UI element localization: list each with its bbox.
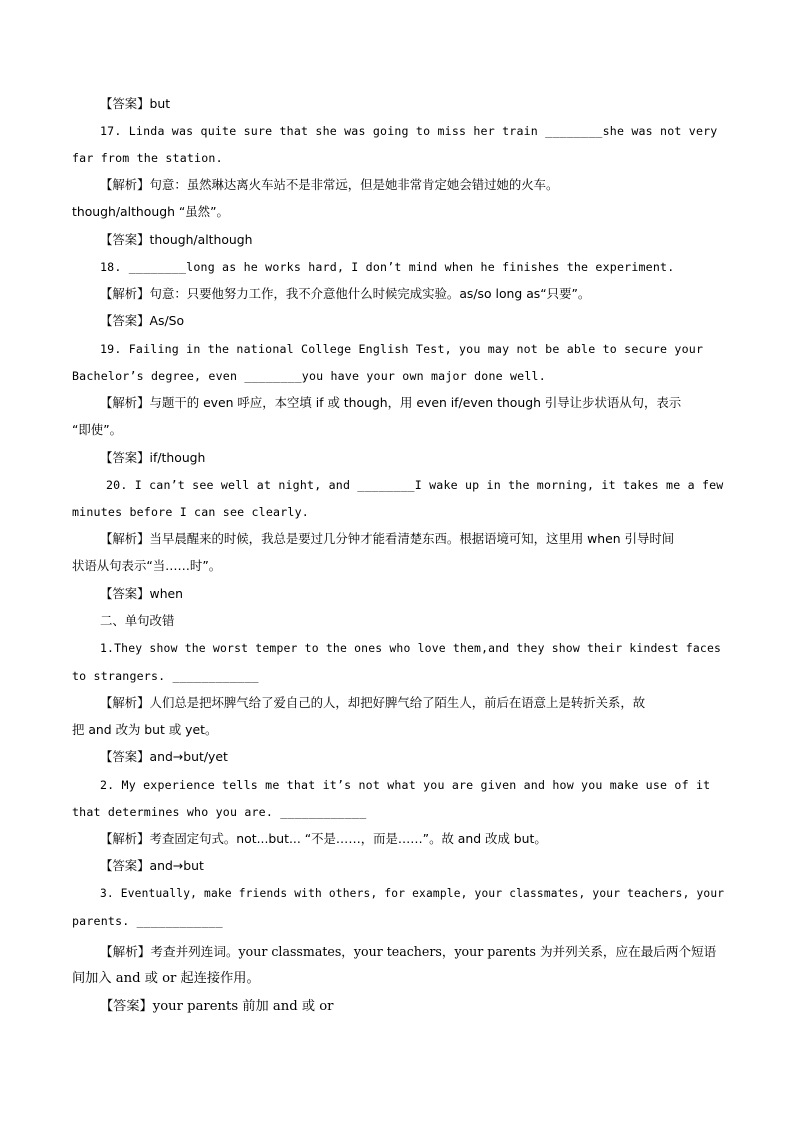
section-heading-sentence-correction: 二、单句改错 [100, 613, 175, 628]
question-18: 18. ________long as he works hard, I don’t mind when he finishes the experiment. [100, 260, 675, 274]
explanation-18: 【解析】句意：只要他努力工作，我不介意他什么时候完成实验。as/so long as“只要”。 [100, 286, 591, 301]
correction-1-line1: 1.They show the worst temper to the ones who love them,and they show their kindest faces [100, 641, 722, 655]
explanation-17-line1: 【解析】句意：虽然琳达离火车站不是非常远，但是她非常肯定她会错过她的火车。 [100, 177, 559, 192]
correction-answer-3: 【答案】your parents 前加 and 或 or [100, 999, 334, 1014]
correction-3-line2: parents. ____________ [72, 914, 223, 928]
correction-answer-2: 【答案】and→but [100, 858, 204, 873]
correction-3-line1: 3. Eventually, make friends with others, for example, your classmates, your teachers, your [100, 887, 725, 900]
explanation-19-line1: 【解析】与题干的 even 呼应，本空填 if 或 though，用 even if/even though 引导让步状语从句，表示 [100, 395, 682, 410]
correction-answer-1: 【答案】and→but/yet [100, 749, 228, 764]
explanation-20-line1: 【解析】当早晨醒来的时候，我总是要过几分钟才能看清楚东西。根据语境可知，这里用 when 引导时间 [100, 531, 675, 546]
question-20-line1: 20. I can’t see well at night, and ________I wake up in the morning, it takes me a few [106, 478, 724, 492]
question-19-line1: 19. Failing in the national College English Test, you may not be able to secure your [100, 342, 704, 356]
correction-2-line2: that determines who you are. ____________ [72, 805, 367, 819]
correction-explanation-3-line1: 【解析】考查并列连词。your classmates，your teachers，your parents 为并列关系，应在最后两个短语 [100, 944, 717, 959]
question-17-line1: 17. Linda was quite sure that she was going to miss her train ________she was not very [100, 124, 718, 138]
answer-16: 【答案】but [100, 96, 171, 111]
correction-explanation-3-line2: 间加入 and 或 or 起连接作用。 [72, 971, 260, 986]
correction-explanation-1-line2: 把 and 改为 but 或 yet。 [72, 722, 218, 737]
explanation-19-line2: “即使”。 [72, 422, 123, 437]
question-20-line2: minutes before I can see clearly. [72, 505, 309, 519]
explanation-20-line2: 状语从句表示“当……时”。 [72, 558, 222, 573]
correction-1-line2: to strangers. ____________ [72, 669, 259, 683]
explanation-17-line2: though/although “虽然”。 [72, 204, 229, 219]
answer-17: 【答案】though/although [100, 232, 253, 247]
question-19-line2: Bachelor’s degree, even ________you have your own major done well. [72, 369, 546, 383]
answer-20: 【答案】when [100, 586, 184, 601]
answer-19: 【答案】if/though [100, 450, 206, 465]
correction-explanation-2: 【解析】考查固定句式。not...but... “不是……，而是……”。故 and 改成 but。 [100, 831, 547, 846]
correction-2-line1: 2. My experience tells me that it’s not what you are given and how you make use of it [100, 778, 711, 792]
correction-explanation-1-line1: 【解析】人们总是把坏脾气给了爱自己的人，却把好脾气给了陌生人，前后在语意上是转折关系，故 [100, 695, 646, 710]
answer-18: 【答案】As/So [100, 313, 185, 328]
question-17-line2: far from the station. [72, 151, 223, 165]
